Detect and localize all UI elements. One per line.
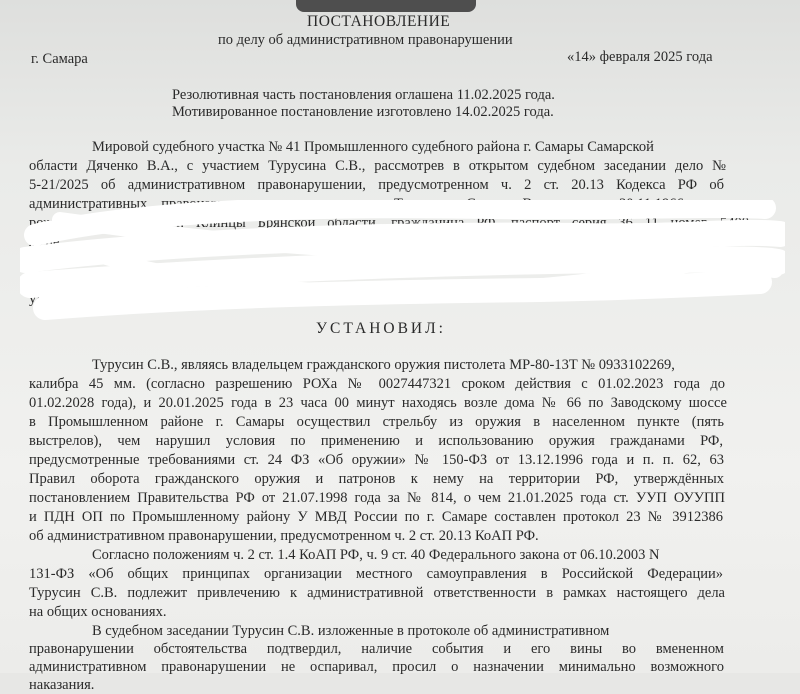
body-line: 01.02.2028 года), и 20.01.2025 года в 23 часа 00 минут находясь возле дома № 66 по Заводскому шоссе bbox=[29, 395, 727, 411]
body-line: предусмотренные требованиями ст. 24 ФЗ «Об оружии» № 150-ФЗ от 13.12.1996 года и п. п. 62, 63 bbox=[29, 452, 724, 468]
intro-line: административных правонарушениях, в отношении Турусина Сергея Васильевича, 30.11.1966 года bbox=[29, 196, 724, 212]
body-line: Правил оборота гражданского оружия и патронов к нему на территории РФ, утверждённых bbox=[29, 471, 724, 487]
intro-line: жене bbox=[29, 234, 60, 250]
body-line: наказания. bbox=[29, 677, 95, 693]
section-heading: УСТАНОВИЛ: bbox=[316, 320, 446, 337]
body-line: административном правонарушении не оспаривал, просил о назначении минимально возможного bbox=[29, 659, 724, 675]
intro-line: осу bbox=[29, 253, 51, 269]
body-line: правонарушении обстоятельства подтвердил, наличие события и его вины во вмененном bbox=[29, 641, 724, 657]
body-line: Турусин С.В. подлежит привлечению к административной ответственности в рамках настоящего дела bbox=[29, 585, 725, 601]
doc-subtitle: по делу об административном правонарушении bbox=[218, 32, 513, 48]
body-line: в Промышленном районе г. Самары осуществил стрельбу из оружия в населенном пункте (пять bbox=[29, 414, 724, 430]
body-line: калибра 45 мм. (согласно разрешению РОХа № 0027447321 сроком действия с 01.02.2023 года до bbox=[29, 376, 725, 392]
phone-notch bbox=[296, 0, 476, 12]
doc-title: ПОСТАНОВЛЕНИЕ bbox=[307, 13, 451, 30]
body-line: Турусин С.В., являясь владельцем гражданского оружия пистолета МР-80-13Т № 0933102269, bbox=[92, 357, 675, 373]
body-line: и ПДН ОП по Промышленному району У МВД России по г. Самаре составлен протокол 23 № 3912386 bbox=[29, 509, 723, 525]
intro-line: Мировой судебного участка № 41 Промышленного судебного района г. Самары Самарской bbox=[92, 139, 654, 155]
note-produced: Мотивированное постановление изготовлено 14.02.2025 года. bbox=[172, 104, 554, 120]
intro-line: рождения, уроженца г. Клинцы Брянской области, гражданина РФ, паспорт серия 36 11 номер 5408 bbox=[29, 215, 749, 231]
intro-line: Самар bbox=[29, 272, 68, 288]
intro-line: области Дяченко В.А., с участием Турусина С.В., рассмотрев в открытом судебном заседании дело № bbox=[29, 158, 726, 174]
redaction-scribble bbox=[20, 200, 785, 330]
doc-date: «14» февраля 2025 года bbox=[567, 49, 713, 65]
intro-line: 5-21/2025 об административном правонарушении, предусмотренном ч. 2 ст. 20.13 Кодекса РФ об bbox=[29, 177, 724, 193]
body-line: 131-ФЗ «Об общих принципах организации местного самоуправления в Российской Федерации» bbox=[29, 566, 723, 582]
body-line: выстрелов), чем нарушил условия по применению и использованию оружия гражданами РФ, bbox=[29, 433, 723, 449]
body-line: В судебном заседании Турусин С.В. изложенные в протоколе об административном bbox=[92, 623, 610, 639]
body-line: Согласно положениям ч. 2 ст. 1.4 КоАП РФ, ч. 9 ст. 40 Федерального закона от 06.10.2003 N bbox=[92, 547, 660, 563]
body-line: об административном правонарушении, предусмотренном ч. 2 ст. 20.13 КоАП РФ. bbox=[29, 528, 539, 544]
body-line: на общих основаниях. bbox=[29, 604, 167, 620]
note-announced: Резолютивная часть постановления оглашена 11.02.2025 года. bbox=[172, 87, 555, 103]
intro-line: ул. М bbox=[29, 291, 63, 307]
body-line: постановлением Правительства РФ от 21.07.1998 года за № 814, о чем 21.01.2025 года ст. УУП ОУУПП bbox=[29, 490, 725, 506]
city: г. Самара bbox=[31, 51, 88, 67]
